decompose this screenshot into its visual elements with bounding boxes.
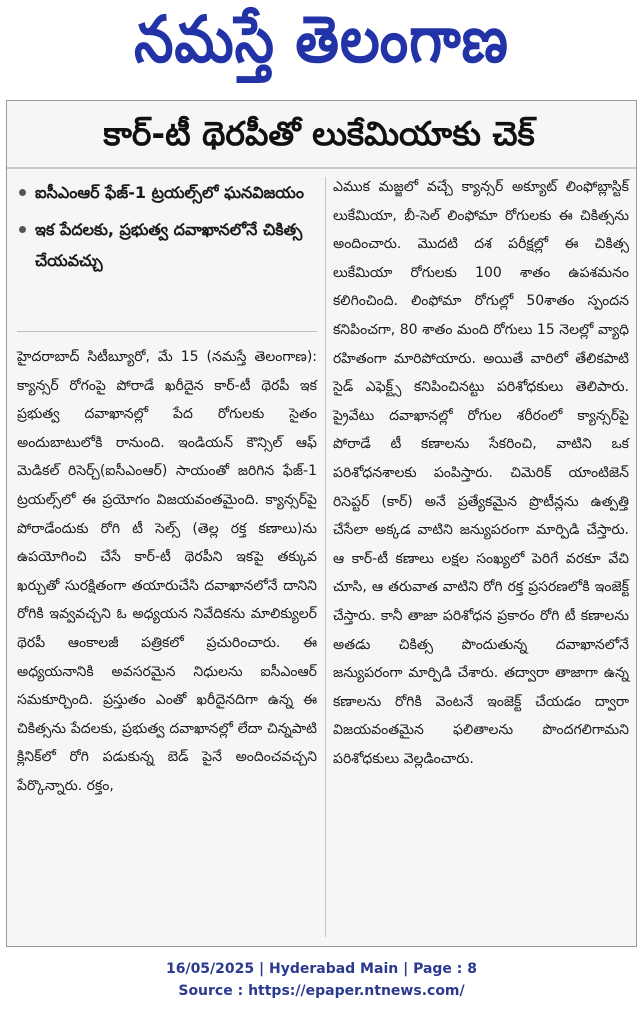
newspaper-masthead — [0, 0, 643, 96]
highlight-bullets — [17, 177, 317, 282]
bullet-text: ఐసీఎంఆర్ ఫేజ్-1 ట్రయల్స్‌లో ఘనవిజయం — [35, 183, 304, 202]
bullet-dot-icon — [19, 189, 26, 196]
source-link[interactable]: Source : https://epaper.ntnews.com/ — [178, 983, 465, 999]
article-headline: కార్-టీ థెరపీతో లుకేమియాకు చెక్ — [103, 113, 535, 153]
bullet-dot-icon — [19, 226, 26, 233]
masthead-title: నమస్తే తెలంగాణ — [134, 2, 509, 78]
edition-info: 16/05/2025 | Hyderabad Main | Page : 8 — [165, 961, 478, 977]
page-footer — [0, 958, 643, 1002]
bullet-divider — [17, 331, 317, 332]
bullet-item — [17, 177, 317, 208]
bullet-text: ఇక పేదలకు, ప్రభుత్వ దవాఖానలోనే చికిత్స చేయవచ్చు — [35, 220, 303, 270]
bullet-item — [17, 214, 317, 276]
news-clipping — [6, 100, 637, 947]
column-divider — [325, 177, 326, 937]
article-body-left: హైదరాబాద్ సిటీబ్యూరో, మే 15 (నమస్తే తెలంగాణ): క్యాన్సర్ రోగంపై పోరాడే ఖరీదైన కార్-టీ థెరపీ ఇక ప్రభుత్వ దవాఖానల్లో పేద రోగులకు సైతం అందుబాటులోకి రానుంది. ఇండియన్ కౌన్సిల్ ఆఫ్ మెడికల్ రిసెర్చ్(ఐసీఎంఆర్) సాయంతో జరిగిన ఫేజ్-1 ట్రయల్స్‌లో ఈ ప్రయోగం విజయవంతమైంది. క్యాన్సర్‌పై పోరాడేందుకు రోగి టీ సెల్స్ (తెల్ల రక్త కణాలు)ను ఉపయోగించి చేసే కార్-టీ థెరపీని ఇకపై తక్కువ ఖర్చుతో సురక్షితంగా తయారుచేసి దవాఖానలోనే దానిని రోగికి ఇవ్వవచ్చని ఓ అధ్యయన నివేదికను మాలిక్యులర్ థెరపీ ఆంకాలజీ పత్రికలో ప్రచురించారు. ఈ అధ్యయనానికి అవసరమైన నిధులను ఐసీఎంఆర్ సమకూర్చింది. ప్రస్తుతం ఎంతో ఖరీదైనదిగా ఉన్న ఈ చికిత్సను పేదలకు, ప్రభుత్వ దవాఖానల్లో లేదా చిన్నపాటి క్లినిక్‌లో రోగి పడుకున్న బెడ్ పైనే అందించవచ్చని పేర్కొన్నారు. రక్తం, — [17, 349, 317, 794]
headline-divider — [7, 167, 636, 169]
article-body-right: ఎముక మజ్జలో వచ్చే క్యాన్సర్ అక్యూట్ లింఫోబ్లాస్టిక్ లుకేమియా, బీ-సెల్ లింఫోమా రోగులకు ఈ చికిత్సను అందించారు. మొదటి దశ పరీక్షల్లో ఈ చికిత్స లుకేమియా రోగులకు 100 శాతం ఉపశమనం కలిగించింది. లింఫోమా రోగుల్లో 50శాతం స్పందన కనిపించగా, 80 శాతం మంది రోగులు 15 నెలల్లో వ్యాధి రహితంగా మారిపోయారు. అయితే వారిలో తేలికపాటి సైడ్ ఎఫెక్ట్స్ కనిపించినట్టు పరిశోధకులు తెలిపారు. ప్రైవేటు దవాఖానల్లో రోగుల శరీరంలో క్యాన్సర్‌పై పోరాడే టీ కణాలను సేకరించి, వాటిని ఒక పరిశోధనశాలకు పంపిస్తారు. చిమెరిక్ యాంటిజెన్ రిసెప్టర్ (కార్) అనే ప్రత్యేకమైన ప్రొటీన్లను ఉత్పత్తి చేసేలా అక్కడ వాటిని జన్యుపరంగా మార్పిడి చేస్తారు. ఆ కార్-టీ కణాలు లక్షల సంఖ్యలో పెరిగే వరకూ వేచి చూసి, ఆ తరువాత వాటిని రోగి రక్త ప్రసరణలోకి ఇంజెక్ట్ చేస్తారు. కానీ తాజా పరిశోధన ప్రకారం రోగి టీ కణాలను అతడు చికిత్స పొందుతున్న దవాఖానలోనే జన్యుపరంగా మార్పిడి చేశారు. తద్వారా తాజాగా ఉన్న కణాలను రోగికి వెంటనే ఇంజెక్ట్ చేయడం ద్వారా విజయవంతమైన ఫలితాలను పొందగలిగామని పరిశోధకులు వెల్లడించారు. — [333, 179, 629, 767]
left-column — [17, 173, 317, 941]
